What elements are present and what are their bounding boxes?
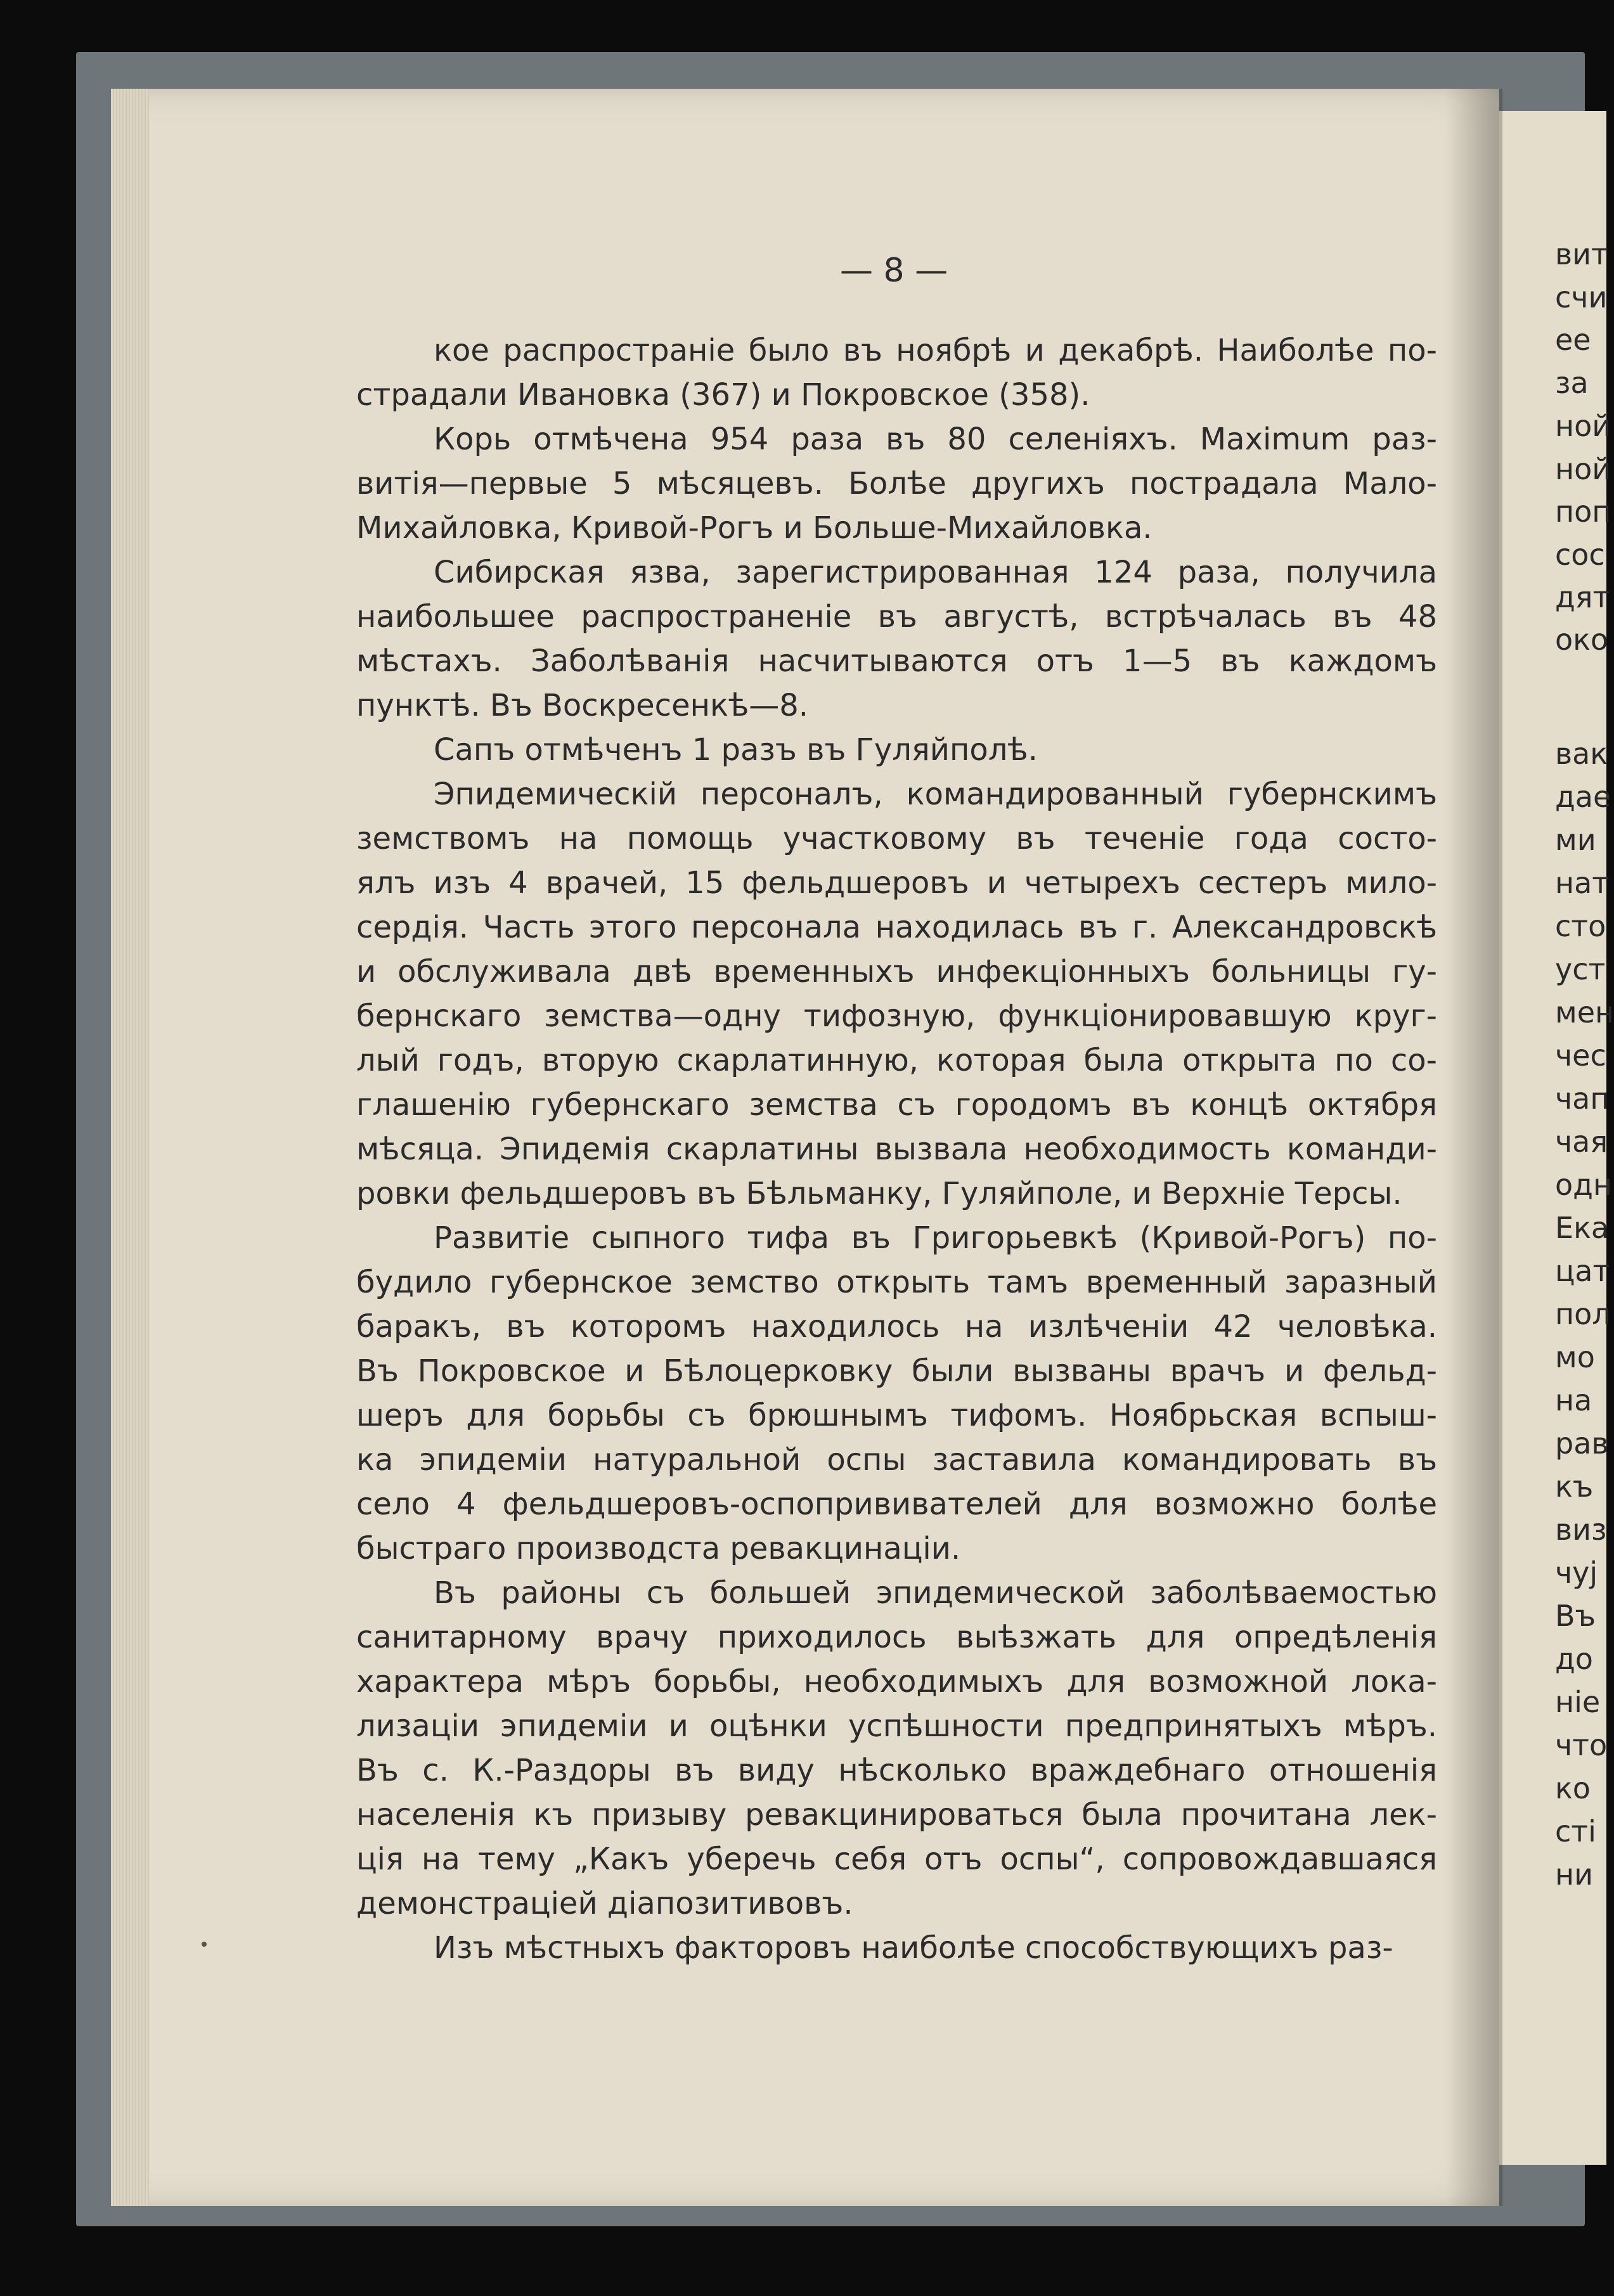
paragraph xyxy=(356,328,1437,417)
next-page-text xyxy=(1487,111,1614,2165)
next-page-fragment: чес xyxy=(1555,1038,1606,1073)
spine-shadow xyxy=(1445,89,1502,2206)
next-page-fragment: на xyxy=(1555,1383,1592,1417)
next-page-fragment: дят xyxy=(1555,580,1610,614)
text-line: ялъ изъ 4 врачей, 15 фельдшеровъ и четырехъ сестеръ мило- xyxy=(356,865,1437,901)
next-page-fragment: мен xyxy=(1555,995,1614,1029)
text-line: наибольшее распространеніе въ августѣ, встрѣчалась въ 48 xyxy=(356,599,1437,635)
next-page-fragment: поп xyxy=(1555,494,1611,529)
text-line: мѣстахъ. Заболѣванія насчитываются отъ 1—5 въ каждомъ xyxy=(356,643,1437,679)
text-line: населенія къ призыву ревакцинироваться была прочитана лек- xyxy=(356,1797,1437,1833)
next-page-fragment: ми xyxy=(1555,823,1596,857)
text-line: санитарному врачу приходилось выѣзжать для опредѣленія xyxy=(356,1620,1437,1655)
text-line: шеръ для борьбы съ брюшнымъ тифомъ. Ноябрьская вспыш- xyxy=(356,1398,1437,1433)
paragraph xyxy=(356,550,1437,728)
next-page-fragment: Ека xyxy=(1555,1211,1610,1245)
text-line: Сапъ отмѣченъ 1 разъ въ Гуляйполѣ. xyxy=(434,732,1038,768)
text-line: быстраго производста ревакцинаціи. xyxy=(356,1531,961,1566)
paragraph xyxy=(356,1216,1437,1571)
text-line: Развитіе сыпного тифа въ Григорьевкѣ (Кривой-Рогъ) по- xyxy=(434,1220,1437,1256)
text-line: страдали Ивановка (367) и Покровское (358). xyxy=(356,377,1090,413)
text-line: ка эпидеміи натуральной оспы заставила командировать въ xyxy=(356,1442,1437,1478)
paragraph xyxy=(356,772,1437,1216)
next-page-fragment: пол xyxy=(1555,1297,1611,1331)
paragraph xyxy=(356,728,1437,772)
text-line: сердія. Часть этого персонала находилась въ г. Александровскѣ xyxy=(356,910,1437,945)
text-line: ровки фельдшеровъ въ Бѣльманку, Гуляйполе, и Верхніе Терсы. xyxy=(356,1176,1402,1211)
next-page-fragment: сті xyxy=(1555,1814,1596,1848)
next-page-fragment: ни xyxy=(1555,1857,1593,1892)
text-line: село 4 фельдшеровъ-оспопрививателей для возможно болѣе xyxy=(356,1487,1437,1522)
page-edges xyxy=(111,89,149,2206)
page-number: — 8 — xyxy=(840,252,948,290)
next-page-fragment: рав xyxy=(1555,1426,1609,1461)
paragraph xyxy=(356,1571,1437,1926)
text-line: Въ с. К.-Раздоры въ виду нѣсколько враждебнаго отношенія xyxy=(356,1753,1437,1788)
next-page-fragment: око xyxy=(1555,622,1609,657)
text-line: Корь отмѣчена 954 раза въ 80 селеніяхъ. Maximum раз- xyxy=(434,422,1437,457)
text-line: характера мѣръ борьбы, необходимыхъ для возможной лока- xyxy=(356,1664,1437,1699)
text-line: и обслуживала двѣ временныхъ инфекціонныхъ больницы гу- xyxy=(356,954,1437,990)
next-page-fragment: дае xyxy=(1555,780,1611,814)
next-page xyxy=(1487,111,1614,2165)
next-page-fragment: вит xyxy=(1555,237,1608,271)
text-line: лый годъ, вторую скарлатинную, которая была открыта по со- xyxy=(356,1043,1437,1078)
text-line: глашенію губернскаго земства съ городомъ въ концѣ октября xyxy=(356,1087,1437,1123)
next-page-fragment: Въ xyxy=(1555,1599,1596,1633)
next-page-fragment: уст xyxy=(1555,952,1606,986)
text-line: Изъ мѣстныхъ факторовъ наиболѣе способствующихъ раз- xyxy=(434,1930,1393,1966)
next-page-fragment: вак xyxy=(1555,737,1608,771)
text-line: Михайловка, Кривой-Рогъ и Больше-Михайловка. xyxy=(356,510,1152,546)
text-line: кое распространіе было въ ноябрѣ и декабрѣ. Наиболѣе по- xyxy=(434,333,1437,368)
next-page-fragment: мо xyxy=(1555,1340,1595,1374)
next-page-fragment: виз xyxy=(1555,1512,1607,1547)
text-line: земствомъ на помощь участковому въ теченіе года состо- xyxy=(356,821,1437,856)
next-page-fragment: ной xyxy=(1555,409,1611,443)
paragraph xyxy=(356,1926,1437,1970)
text-line: ція на тему „Какъ уберечь себя отъ оспы“, сопровождавшаяся xyxy=(356,1841,1437,1877)
text-line: Эпидемическій персоналъ, командированный губернскимъ xyxy=(434,777,1437,812)
text-line: баракъ, въ которомъ находилось на излѣченіи 42 человѣка. xyxy=(356,1309,1437,1345)
next-page-fragment: цат xyxy=(1555,1254,1610,1288)
text-line: витія—первые 5 мѣсяцевъ. Болѣе другихъ пострадала Мало- xyxy=(356,466,1437,501)
page-text xyxy=(356,328,1437,1970)
next-page-fragment: къ xyxy=(1555,1469,1594,1504)
next-page-fragment: нат xyxy=(1555,866,1610,900)
text-line: Сибирская язва, зарегистрированная 124 раза, получила xyxy=(434,555,1437,590)
text-line: будило губернское земство открыть тамъ временный заразный xyxy=(356,1265,1437,1300)
next-page-fragment: ко xyxy=(1555,1771,1591,1805)
next-page-fragment: чуј xyxy=(1555,1556,1598,1590)
next-page-fragment: что xyxy=(1555,1728,1608,1762)
next-page-fragment: за xyxy=(1555,366,1589,400)
next-page-fragment: чая xyxy=(1555,1125,1608,1159)
text-line: Въ Покровское и Бѣлоцерковку были вызваны врачъ и фельд- xyxy=(356,1353,1437,1389)
text-line: бернскаго земства—одну тифозную, функціонировавшую круг- xyxy=(356,998,1437,1034)
next-page-fragment: ной xyxy=(1555,452,1611,486)
text-line: мѣсяца. Эпидемія скарлатины вызвала необходимость команди- xyxy=(356,1132,1437,1167)
text-line: Въ районы съ большей эпидемической заболѣваемостью xyxy=(434,1575,1437,1611)
text-line: демонстраціей діапозитивовъ. xyxy=(356,1886,853,1921)
text-line: пунктѣ. Въ Воскресенкѣ—8. xyxy=(356,688,809,723)
next-page-fragment: чап xyxy=(1555,1081,1610,1116)
next-page-fragment: сос xyxy=(1555,538,1605,572)
next-page-fragment: ее xyxy=(1555,323,1591,357)
next-page-fragment: счи xyxy=(1555,280,1608,314)
next-page-fragment: одн xyxy=(1555,1168,1613,1202)
paragraph xyxy=(356,417,1437,550)
paper-spot xyxy=(202,1942,207,1947)
next-page-fragment: сто xyxy=(1555,909,1606,943)
text-line: лизаціи эпидеміи и оцѣнки успѣшности предпринятыхъ мѣръ. xyxy=(356,1708,1437,1744)
next-page-fragment: до xyxy=(1555,1642,1593,1676)
next-page-fragment: ніе xyxy=(1555,1685,1601,1719)
